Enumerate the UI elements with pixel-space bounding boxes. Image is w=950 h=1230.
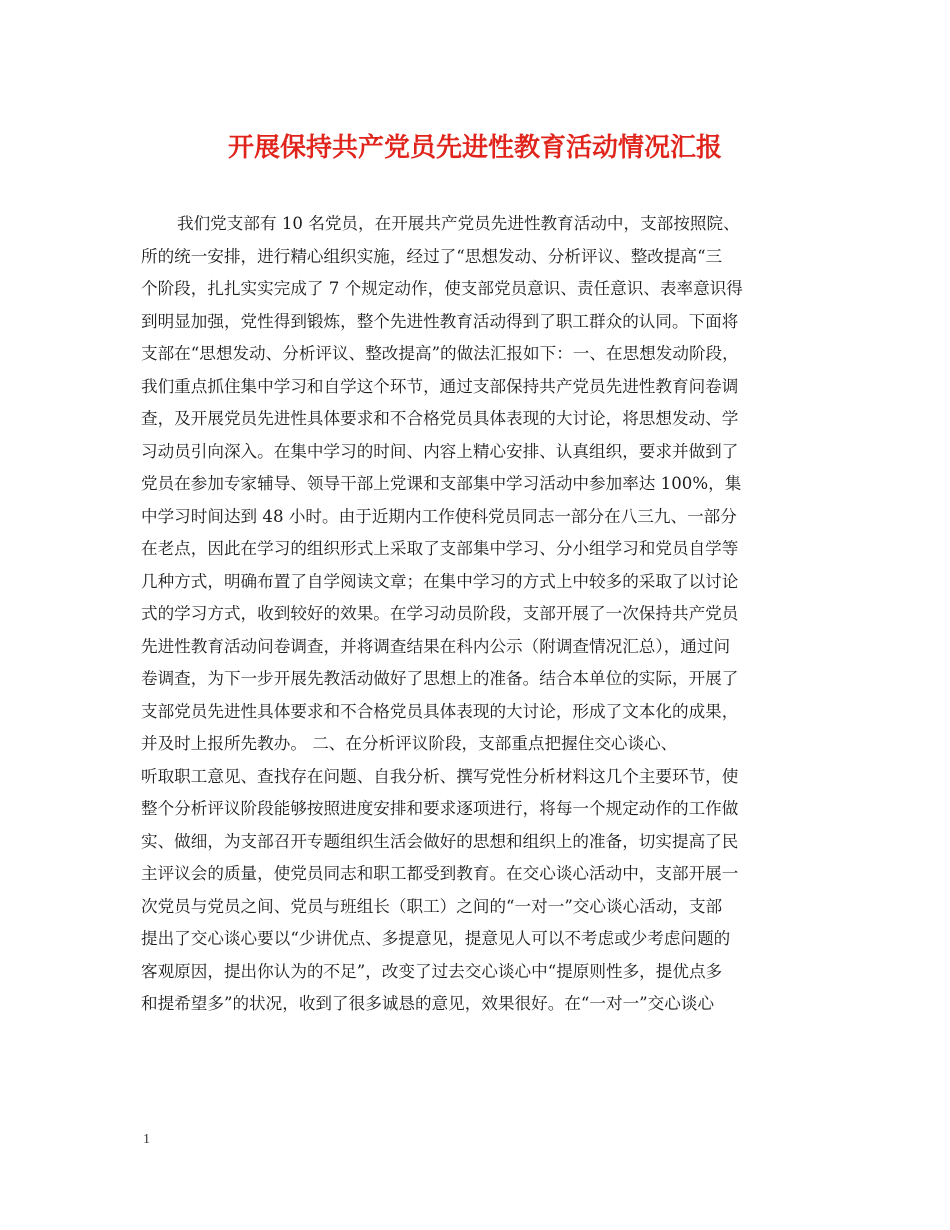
body-line: 到明显加强，党性得到锻炼，整个先进性教育活动得到了职工群众的认同。下面将 <box>141 311 739 331</box>
body-line: 次党员与党员之间、党员与班组长（职工）之间的“一对一”交心谈心活动，支部 <box>141 896 723 916</box>
document-title: 开展保持共产党员先进性教育活动情况汇报 <box>227 133 722 163</box>
body-line: 习动员引向深入。在集中学习的时间、内容上精心安排、认真组织，要求并做到了 <box>141 441 739 461</box>
body-line: 式的学习方式，收到较好的效果。在学习动员阶段，支部开展了一次保持共产党员 <box>141 604 739 623</box>
body-line: 提出了交心谈心要以“少讲优点、多提意见，提意见人可以不考虑或少考虑问题的 <box>141 929 731 948</box>
body-line: 个阶段，扎扎实实完成了 7 个规定动作，使支部党员意识、责任意识、表率意识得 <box>141 279 743 298</box>
page-number: 1 <box>143 1132 150 1147</box>
body-line: 党员在参加专家辅导、领导干部上党课和支部集中学习活动中参加率达 100%，集 <box>141 474 742 493</box>
body-line: 主评议会的质量，使党员同志和职工都受到教育。在交心谈心活动中，支部开展一 <box>141 864 739 883</box>
body-line: 所的统一安排，进行精心组织实施，经过了“思想发动、分析评议、整改提高“三 <box>141 246 723 266</box>
body-line: 我们党支部有 10 名党员，在开展共产党员先进性教育活动中，支部按照院、 <box>177 214 740 233</box>
body-line: 支部党员先进性具体要求和不合格党员具体表现的大讨论，形成了文本化的成果， <box>141 701 739 721</box>
body-line: 先进性教育活动问卷调查，并将调查结果在科内公示（附调查情况汇总），通过问 <box>141 636 731 656</box>
document-body <box>141 208 821 1021</box>
body-line: 听取职工意见、查找存在问题、自我分析、撰写党性分析材料这几个主要环节，使 <box>141 766 739 786</box>
body-line: 实、做细，为支部召开专题组织生活会做好的思想和组织上的准备，切实提高了民 <box>141 831 739 851</box>
body-line: 客观原因，提出你认为的不足”，改变了过去交心谈心中“提原则性多，提优点多 <box>141 961 723 981</box>
body-line: 几种方式，明确布置了自学阅读文章；在集中学习的方式上中较多的采取了以讨论 <box>141 571 739 591</box>
body-line: 卷调查，为下一步开展先教活动做好了思想上的准备。结合本单位的实际，开展了 <box>141 669 739 688</box>
body-line: 在老点，因此在学习的组织形式上采取了支部集中学习、分小组学习和党员自学等 <box>141 539 739 558</box>
body-line: 中学习时间达到 48 小时。由于近期内工作使科党员同志一部分在八三九、一部分 <box>141 506 737 526</box>
body-line: 整个分析评议阶段能够按照进度安排和要求逐项进行，将每一个规定动作的工作做 <box>141 799 739 818</box>
body-line: 支部在“思想发动、分析评议、整改提高”的做法汇报如下：一、在思想发动阶段， <box>141 344 739 363</box>
body-line: 和提希望多”的状况，收到了很多诚恳的意见，效果很好。在“一对一”交心谈心 <box>141 994 715 1013</box>
body-line: 并及时上报所先教办。 二、在分析评议阶段，支部重点把握住交心谈心、 <box>141 734 678 753</box>
body-line: 我们重点抓住集中学习和自学这个环节，通过支部保持共产党员先进性教育问卷调 <box>141 376 739 396</box>
body-line: 查，及开展党员先进性具体要求和不合格党员具体表现的大讨论，将思想发动、学 <box>141 409 739 428</box>
